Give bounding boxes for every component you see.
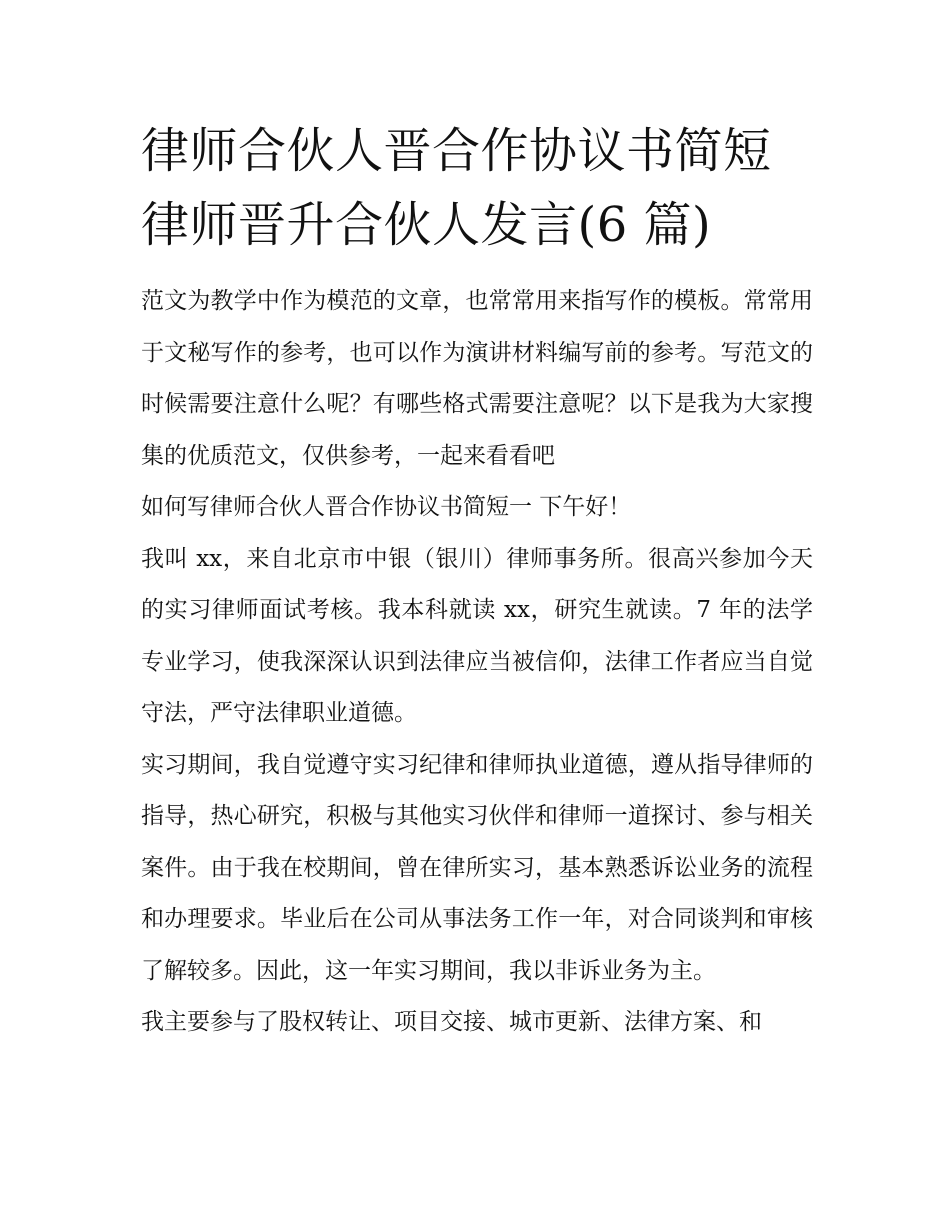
title-line-2: 律师晋升合伙人发言(6 篇) <box>141 197 712 253</box>
intro-paragraph: 范文为教学中作为模范的文章，也常常用来指写作的模板。常常用于文秘写作的参考，也可以作为演讲材料编写前的参考。写范文的时候需要注意什么呢？有哪些格式需要注意呢？以下是我为大家搜集的优质范文，仅供参考，一起来看看吧 <box>141 288 813 469</box>
document-title <box>141 114 813 262</box>
body-paragraph-introduction: 我叫 xx，来自北京市中银（银川）律师事务所。很高兴参加今天的实习律师面试考核。我本科就读 xx，研究生就读。7 年的法学专业学习，使我深深认识到法律应当被信仰，法律工作者应当自觉守法，严守法律职业道德。 <box>141 545 813 726</box>
section-heading: 如何写律师合伙人晋合作协议书简短一 下午好！ <box>141 494 632 520</box>
title-line-1: 律师合伙人晋合作协议书简短 <box>141 123 772 179</box>
document-body <box>141 114 813 1049</box>
body-paragraph-internship: 实习期间，我自觉遵守实习纪律和律师执业道德，遵从指导律师的指导，热心研究，积极与其他实习伙伴和律师一道探讨、参与相关案件。由于我在校期间，曾在律所实习，基本熟悉诉讼业务的流程和办理要求。毕业后在公司从事法务工作一年，对合同谈判和审核了解较多。因此，这一年实习期间，我以非诉业务为主。 <box>141 751 813 984</box>
body-paragraph-work: 我主要参与了股权转让、项目交接、城市更新、法律方案、和 <box>141 1009 762 1035</box>
